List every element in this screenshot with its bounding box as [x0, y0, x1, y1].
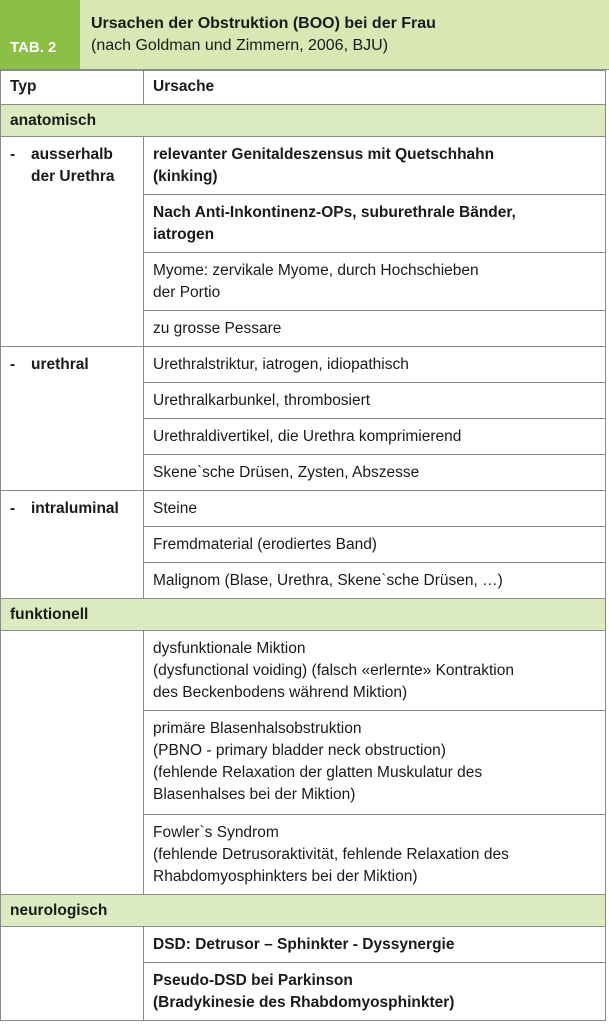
cause-cell: Urethralkarbunkel, thrombosiert [144, 383, 606, 419]
section-row-funktionell [1, 599, 606, 631]
cause-cell: Skene`sche Drüsen, Zysten, Abszesse [144, 455, 606, 491]
cause-line: primäre Blasenhalsobstruktion [153, 720, 362, 737]
group-ausserhalb [1, 137, 144, 347]
tab-label: TAB. 2 [0, 0, 80, 69]
cause-line: des Beckenbodens während Miktion) [153, 684, 408, 701]
cause-cell: Malignom (Blase, Urethra, Skene`sche Drüsen, …) [144, 563, 606, 599]
cause-cell [144, 711, 606, 815]
cause-cell [144, 253, 606, 311]
cause-cell: Fremdmaterial (erodiertes Band) [144, 527, 606, 563]
table-subtitle: (nach Goldman und Zimmern, 2006, BJU) [91, 37, 389, 54]
section-row-anatomisch [1, 105, 606, 137]
cause-cell [144, 137, 606, 195]
causes-table [0, 70, 606, 1021]
header-text [80, 0, 436, 69]
cause-line: Myome: zervikale Myome, durch Hochschieben [153, 262, 479, 279]
cause-line: der Portio [153, 284, 221, 301]
cause-cell [144, 631, 606, 711]
table-row [1, 347, 606, 383]
column-header-type: Typ [1, 71, 144, 105]
cause-line: (kinking) [153, 168, 218, 185]
table-row [1, 491, 606, 527]
cause-line: Pseudo-DSD bei Parkinson [153, 972, 353, 989]
cause-cell: zu grosse Pessare [144, 311, 606, 347]
section-label-funktionell: funktionell [1, 599, 606, 631]
section-row-neurologisch [1, 895, 606, 927]
cause-cell: Steine [144, 491, 606, 527]
cause-line: (dysfunctional voiding) (falsch «erlernte» Kontraktion [153, 662, 514, 679]
cause-line: Nach Anti-Inkontinenz-OPs, suburethrale Bänder, [153, 204, 516, 221]
cause-line: dysfunktionale Miktion [153, 640, 306, 657]
group-label: intraluminal [31, 500, 119, 517]
column-header-cause: Ursache [144, 71, 606, 105]
group-dash: - [10, 356, 16, 373]
group-label: urethral [31, 356, 89, 373]
cause-line: Fowler`s Syndrom [153, 824, 279, 841]
cause-cell: DSD: Detrusor – Sphinkter - Dyssynergie [144, 927, 606, 963]
cause-line: (PBNO - primary bladder neck obstruction) [153, 742, 446, 759]
cause-line: relevanter Genitaldeszensus mit Quetschhahn [153, 146, 495, 163]
table-row [1, 631, 606, 711]
cause-cell [144, 195, 606, 253]
cause-line: (Bradykinesie des Rhabdomyosphinkter) [153, 994, 455, 1011]
cause-cell [144, 963, 606, 1021]
table-title: Ursachen der Obstruktion (BOO) bei der Frau [91, 15, 436, 32]
group-label-line: ausserhalb [31, 146, 113, 163]
cause-cell: Urethraldivertikel, die Urethra komprimierend [144, 419, 606, 455]
table-header [0, 0, 609, 70]
group-dash: - [10, 500, 16, 517]
group-label-line: der Urethra [31, 168, 115, 185]
table-row [1, 137, 606, 195]
cause-line: (fehlende Detrusoraktivität, fehlende Relaxation des [153, 846, 509, 863]
section-label-neurologisch: neurologisch [1, 895, 606, 927]
group-dash: - [10, 146, 16, 163]
group-intraluminal [1, 491, 144, 599]
cause-cell: Urethralstriktur, iatrogen, idiopathisch [144, 347, 606, 383]
cause-cell [144, 815, 606, 895]
empty-type-cell [1, 927, 144, 1021]
cause-line: Blasenhalses bei der Miktion) [153, 786, 356, 803]
cause-line: iatrogen [153, 226, 215, 243]
cause-line: Rhabdomyosphinkters bei der Miktion) [153, 868, 418, 885]
table-row [1, 927, 606, 963]
column-header-row [1, 71, 606, 105]
group-urethral [1, 347, 144, 491]
empty-type-cell [1, 631, 144, 895]
group-label [31, 144, 115, 188]
cause-line: (fehlende Relaxation der glatten Muskulatur des [153, 764, 483, 781]
section-label-anatomisch: anatomisch [1, 105, 606, 137]
